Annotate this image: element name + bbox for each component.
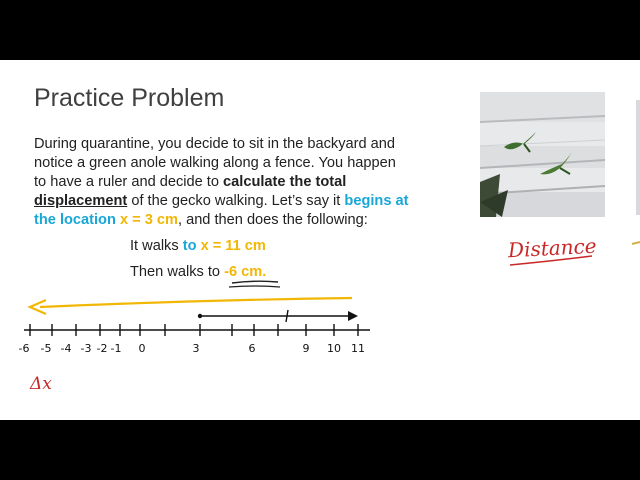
tick-label: -6 — [18, 342, 30, 355]
emphasis-text: displacement — [34, 193, 128, 209]
tick-label: -1 — [110, 342, 122, 355]
ink-underline — [232, 281, 278, 283]
highlight-value: x = 11 cm — [200, 238, 266, 254]
paragraph-text: to have a ruler and decide to — [34, 174, 224, 190]
tick-label: 11 — [351, 342, 365, 355]
paragraph-line-2: notice a green anole walking along a fence. You happen — [34, 155, 396, 171]
tick-label: 3 — [192, 342, 200, 355]
tick-label: -5 — [40, 342, 52, 355]
step-text: It walks — [130, 238, 183, 254]
tick-label: 10 — [327, 342, 341, 355]
tick-label: -4 — [60, 342, 72, 355]
paragraph-text: , and then does the following: — [177, 212, 368, 228]
tick-label: 9 — [302, 342, 310, 355]
ink-underline — [229, 286, 280, 287]
tick-label: 0 — [138, 342, 146, 355]
distance-underline — [510, 256, 592, 265]
annotation-layer — [0, 60, 640, 420]
tick-label: 6 — [248, 342, 256, 355]
yellow-mark — [632, 242, 640, 244]
highlight-text: begins at — [344, 193, 409, 209]
slide-title: Practice Problem — [34, 84, 225, 112]
paragraph-line-1: During quarantine, you decide to sit in the backyard and — [34, 136, 396, 152]
paragraph-text: of the gecko walking. Let’s say it — [127, 193, 345, 209]
tick-labels — [19, 342, 365, 355]
highlight-value: -6 cm. — [224, 264, 267, 280]
distance-annotation: Distance — [507, 233, 598, 263]
highlight-text: to — [182, 238, 201, 254]
emphasis-text: calculate the total — [223, 174, 347, 190]
start-point — [198, 314, 202, 318]
tick-label: -2 — [96, 342, 108, 355]
highlight-value: x = 3 cm — [119, 212, 178, 228]
return-path-line — [40, 298, 352, 307]
ink-tick — [286, 310, 288, 322]
tick-label: -3 — [80, 342, 92, 355]
walk-arrowhead — [348, 311, 358, 321]
highlight-text: the location — [34, 212, 120, 228]
delta-x-annotation: Δx — [30, 374, 52, 394]
step-text: Then walks to — [130, 264, 225, 280]
slide — [0, 60, 640, 420]
